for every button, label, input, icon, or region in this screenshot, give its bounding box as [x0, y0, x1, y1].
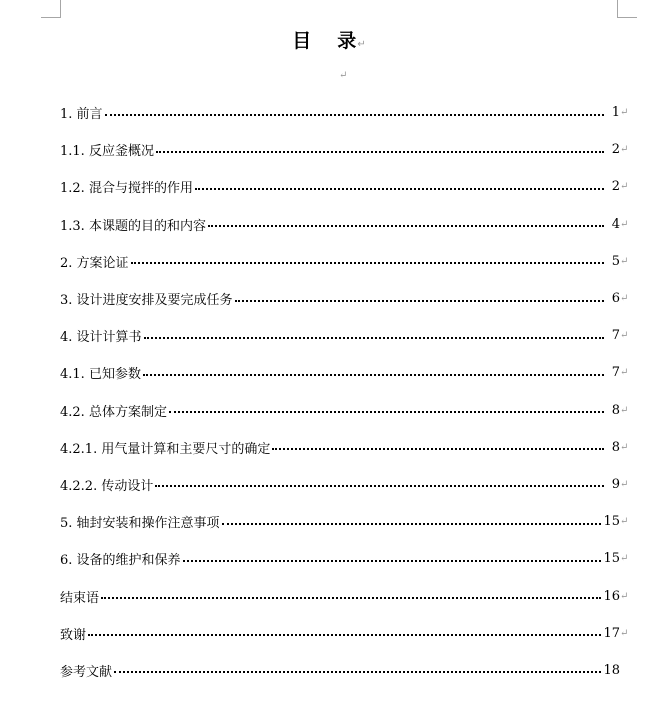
dot-leader [222, 523, 602, 525]
toc-entry-label: 4.1. 已知参数 [60, 367, 141, 383]
toc-entry-page: 2 [611, 142, 620, 158]
toc-entry[interactable] [60, 503, 630, 540]
paragraph-mark: ↵ [620, 181, 629, 193]
toc-entry[interactable] [60, 577, 630, 614]
dot-leader [131, 262, 604, 264]
dot-leader [105, 114, 604, 116]
toc-entry[interactable] [60, 429, 630, 466]
toc-entry[interactable] [60, 652, 630, 689]
toc-entry-page: 16 [603, 588, 620, 604]
paragraph-mark: ↵ [620, 553, 629, 565]
toc-entry-page: 17 [603, 625, 620, 641]
toc-title [0, 26, 658, 53]
dot-leader [183, 560, 602, 562]
dot-leader [208, 225, 604, 227]
toc-entry[interactable] [60, 94, 630, 131]
toc-entry-page: 15 [603, 551, 620, 567]
toc-entry-label: 1.3. 本课题的目的和内容 [60, 218, 206, 234]
dot-leader [235, 300, 604, 302]
toc-entry-page: 2 [611, 179, 620, 195]
toc-entry[interactable] [60, 392, 630, 429]
paragraph-mark: ↵ [620, 330, 629, 342]
paragraph-mark: ↵ [620, 478, 629, 490]
toc-entry-page: 6 [611, 291, 620, 307]
toc-entry[interactable] [60, 131, 630, 168]
toc-entry-page: 15 [603, 514, 620, 530]
dot-leader [101, 597, 601, 599]
toc-entry-page: 8 [611, 439, 620, 455]
toc-entry[interactable] [60, 206, 630, 243]
page-corner-top-left [41, 0, 61, 18]
paragraph-mark: ↵ [620, 367, 629, 379]
toc-entry[interactable] [60, 280, 630, 317]
toc-entry-label: 参考文献 [60, 664, 113, 680]
paragraph-mark: ↵ [357, 39, 366, 50]
toc-title-second-char: 录 [337, 30, 357, 52]
toc-title-first-char: 目 [292, 30, 312, 52]
toc-entry-page: 1 [611, 105, 620, 121]
dot-leader [143, 374, 604, 376]
table-of-contents [60, 94, 630, 689]
toc-entry-page: 9 [611, 476, 620, 492]
dot-leader [156, 151, 604, 153]
toc-entry-page: 18 [603, 662, 620, 678]
toc-entry-label: 2. 方案论证 [60, 255, 129, 271]
toc-entry-label: 4.2. 总体方案制定 [60, 404, 167, 420]
dot-leader [88, 634, 601, 636]
dot-leader [272, 448, 604, 450]
blank-paragraph-mark: ↵ [339, 70, 348, 81]
toc-entry-label: 4. 设计计算书 [60, 330, 142, 346]
toc-entry-label: 1.2. 混合与搅拌的作用 [60, 181, 193, 197]
toc-entry[interactable] [60, 615, 630, 652]
paragraph-mark: ↵ [620, 404, 629, 416]
paragraph-mark: ↵ [620, 590, 629, 602]
toc-entry-page: 8 [611, 402, 620, 418]
paragraph-mark: ↵ [620, 441, 629, 453]
toc-entry[interactable] [60, 540, 630, 577]
dot-leader [169, 411, 604, 413]
toc-entry[interactable] [60, 317, 630, 354]
paragraph-mark: ↵ [620, 627, 629, 639]
toc-entry-page: 7 [611, 365, 620, 381]
page-corner-top-right [617, 0, 637, 18]
toc-entry-label: 结束语 [60, 590, 100, 606]
toc-entry[interactable] [60, 243, 630, 280]
toc-entry-label: 4.2.1. 用气量计算和主要尺寸的确定 [60, 441, 271, 457]
toc-entry-page: 7 [611, 328, 620, 344]
paragraph-mark: ↵ [620, 255, 629, 267]
toc-entry-label: 5. 轴封安装和操作注意事项 [60, 516, 220, 532]
paragraph-mark: ↵ [620, 144, 629, 156]
paragraph-mark: ↵ [620, 218, 629, 230]
toc-entry-label: 1. 前言 [60, 107, 103, 123]
toc-entry[interactable] [60, 168, 630, 205]
toc-entry-label: 6. 设备的维护和保养 [60, 553, 181, 569]
toc-entry-label: 致谢 [60, 627, 87, 643]
paragraph-mark: ↵ [620, 516, 629, 528]
toc-entry-label: 4.2.2. 传动设计 [60, 478, 154, 494]
dot-leader [144, 337, 604, 339]
toc-entry-page: 5 [611, 253, 620, 269]
toc-entry[interactable] [60, 354, 630, 391]
toc-entry-page: 4 [611, 216, 620, 232]
dot-leader [114, 671, 601, 673]
toc-entry-label: 3. 设计进度安排及要完成任务 [60, 293, 233, 309]
dot-leader [195, 188, 604, 190]
toc-entry-label: 1.1. 反应釜概况 [60, 144, 154, 160]
paragraph-mark: ↵ [620, 293, 629, 305]
paragraph-mark: ↵ [620, 107, 629, 119]
toc-entry[interactable] [60, 466, 630, 503]
dot-leader [155, 485, 604, 487]
